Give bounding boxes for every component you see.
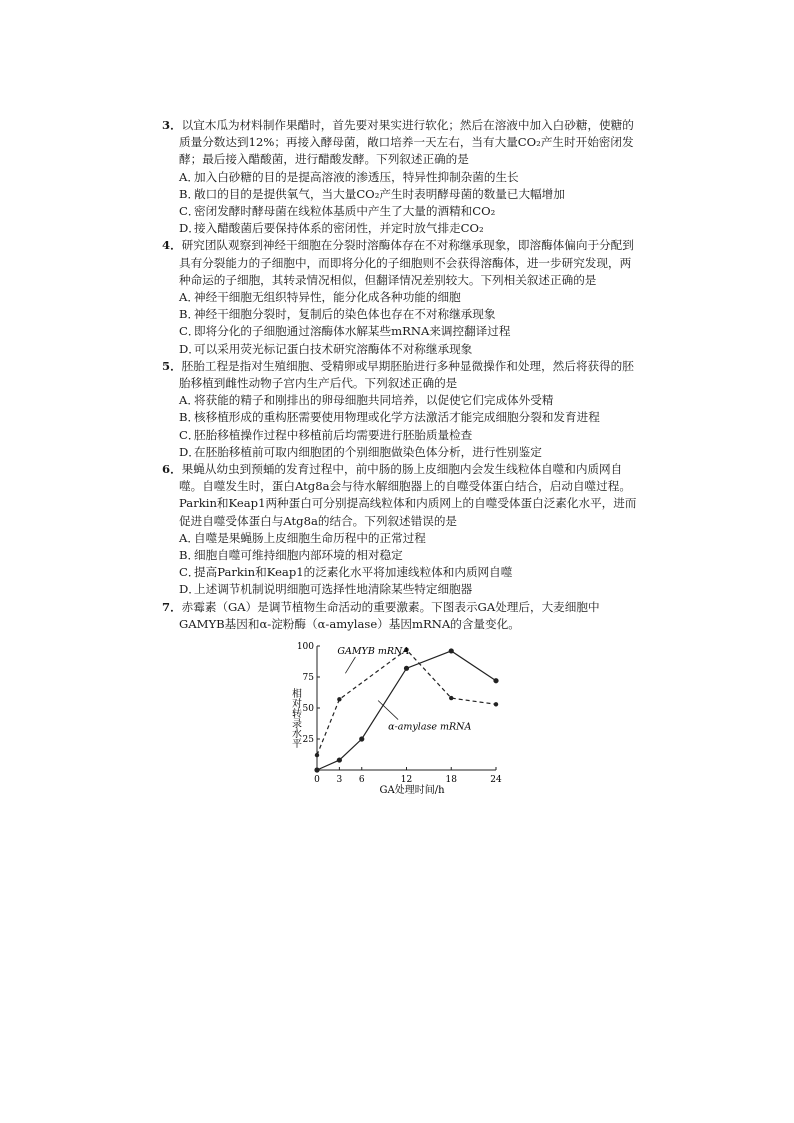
data-point — [337, 757, 342, 762]
option-a: A．加入白砂糖的目的是提高溶液的渗透压，特异性抑制杂菌的生长 — [179, 169, 519, 184]
data-point — [359, 736, 364, 741]
question-3 — [162, 117, 637, 237]
x-tick-label: 0 — [314, 775, 320, 785]
data-point — [314, 767, 319, 772]
option-c: C．即将分化的子细胞通过溶酶体水解某些mRNA来调控翻译过程 — [179, 324, 511, 339]
y-tick-label: 50 — [302, 704, 314, 714]
option-c: C．提高Parkin和Keap1的泛素化水平将加速线粒体和内质网自噬 — [179, 565, 513, 580]
question-page — [162, 117, 637, 633]
option-a: A．自噬是果蝇肠上皮细胞生命历程中的正常过程 — [179, 530, 426, 545]
data-point — [494, 702, 498, 706]
question-7 — [162, 599, 637, 633]
series-label-amylase: α-amylase mRNA — [388, 721, 472, 733]
option-b: B．细胞自噬可维持细胞内部环境的相对稳定 — [179, 548, 403, 563]
option-a: A．将获能的精子和刚排出的卵母细胞共同培养，以促使它们完成体外受精 — [179, 393, 554, 408]
question-number: 4． — [162, 238, 182, 253]
option-c: C．密闭发酵时酵母菌在线粒体基质中产生了大量的酒精和CO₂ — [179, 204, 496, 219]
question-number: 3． — [162, 118, 182, 132]
chart-marks — [314, 646, 498, 773]
option-b: B．核移植形成的重构胚需要使用物理或化学方法激活才能完成细胞分裂和发育进程 — [179, 410, 600, 425]
x-axis-label: GA处理时间/h — [379, 785, 445, 796]
option-b: B．敞口的目的是提供氧气，当大量CO₂产生时表明酵母菌的数量已大幅增加 — [179, 186, 565, 201]
leader-line-gamyb — [345, 657, 355, 673]
mrna-line-chart — [289, 638, 516, 798]
question-stem: 果蝇从幼虫到预蛹的发育过程中，前中肠的肠上皮细胞内会发生线粒体自噬和内质网自噬。自噬发生时，蛋白Atg8a会与待水解细胞器上的自噬受体蛋白结合，启动自噬过程。Parkin和Keap1两种蛋白可分别提高线粒体和内质网上的自噬受体蛋白泛素化水平，进而促进自噬受体蛋白与Atg8a的结合。下列叙述错误的是 — [179, 462, 637, 528]
option-a: A．神经干细胞无组织特异性，能分化成各种功能的细胞 — [179, 290, 461, 305]
question-stem: 赤霉素（GA）是调节植物生命活动的重要激素。下图表示GA处理后，大麦细胞中GAMYB基因和α-淀粉酶（α-amylase）基因mRNA的含量变化。 — [179, 599, 600, 631]
option-b: B．神经干细胞分裂时，复制后的染色体也存在不对称继承现象 — [179, 307, 496, 322]
y-tick-label: 25 — [302, 735, 314, 745]
data-point — [404, 666, 409, 671]
question-stem: 胚胎工程是指对生殖细胞、受精卵或早期胚胎进行多种显微操作和处理，然后将获得的胚胎移植到雌性动物子宫内生产后代。下列叙述正确的是 — [179, 358, 634, 391]
gamyb-series-line — [317, 650, 496, 755]
data-point — [493, 678, 498, 683]
x-tick-label: 24 — [490, 775, 502, 785]
question-number: 7． — [162, 599, 182, 614]
x-tick-label: 18 — [445, 775, 457, 785]
question-number: 5． — [162, 358, 182, 373]
x-tick-label: 6 — [358, 775, 365, 785]
data-point — [449, 696, 453, 700]
question-number: 6． — [162, 462, 182, 477]
question-5 — [162, 358, 637, 461]
series-label-gamyb: GAMYB mRNA — [337, 646, 410, 657]
option-c: C．胚胎移植操作过程中移植前后均需要进行胚胎质量检查 — [179, 427, 473, 442]
y-tick-label: 100 — [296, 642, 314, 652]
option-d: D．上述调节机制说明细胞可选择性地清除某些特定细胞器 — [179, 582, 473, 597]
x-tick-label: 12 — [400, 775, 413, 785]
question-stem: 以宜木瓜为材料制作果醋时，首先要对果实进行软化；然后在溶液中加入白砂糖，使糖的质量分数达到12%；再接入酵母菌，敞口培养一天左右，当有大量CO₂产生时开始密闭发酵；最后接入醋酸菌，进行醋酸发酵。下列叙述正确的是 — [179, 118, 634, 167]
question-6 — [162, 461, 637, 599]
x-tick-label: 3 — [336, 775, 343, 785]
option-d: D．在胚胎移植前可取内细胞团的个别细胞做染色体分析，进行性别鉴定 — [179, 444, 542, 459]
data-point — [337, 697, 341, 701]
option-d: D．接入醋酸菌后要保持体系的密闭性，并定时放气排走CO₂ — [179, 221, 484, 236]
leader-line-amylase — [378, 701, 398, 720]
chart-axes — [297, 642, 502, 785]
question-4 — [162, 237, 637, 357]
y-tick-label: 75 — [302, 673, 314, 683]
option-d: D．可以采用荧光标记蛋白技术研究溶酶体不对称继承现象 — [179, 341, 473, 356]
data-point — [449, 648, 454, 653]
question-stem: 研究团队观察到神经干细胞在分裂时溶酶体存在不对称继承现象，即溶酶体偏向于分配到具有分裂能力的子细胞中，而即将分化的子细胞则不会获得溶酶体，进一步研究发现，两种命运的子细胞，其转录情况相似，但翻译情况差别较大。下列相关叙述正确的是 — [179, 238, 634, 287]
y-axis-label: 相对转录水平 — [289, 688, 301, 748]
data-point — [315, 753, 319, 757]
